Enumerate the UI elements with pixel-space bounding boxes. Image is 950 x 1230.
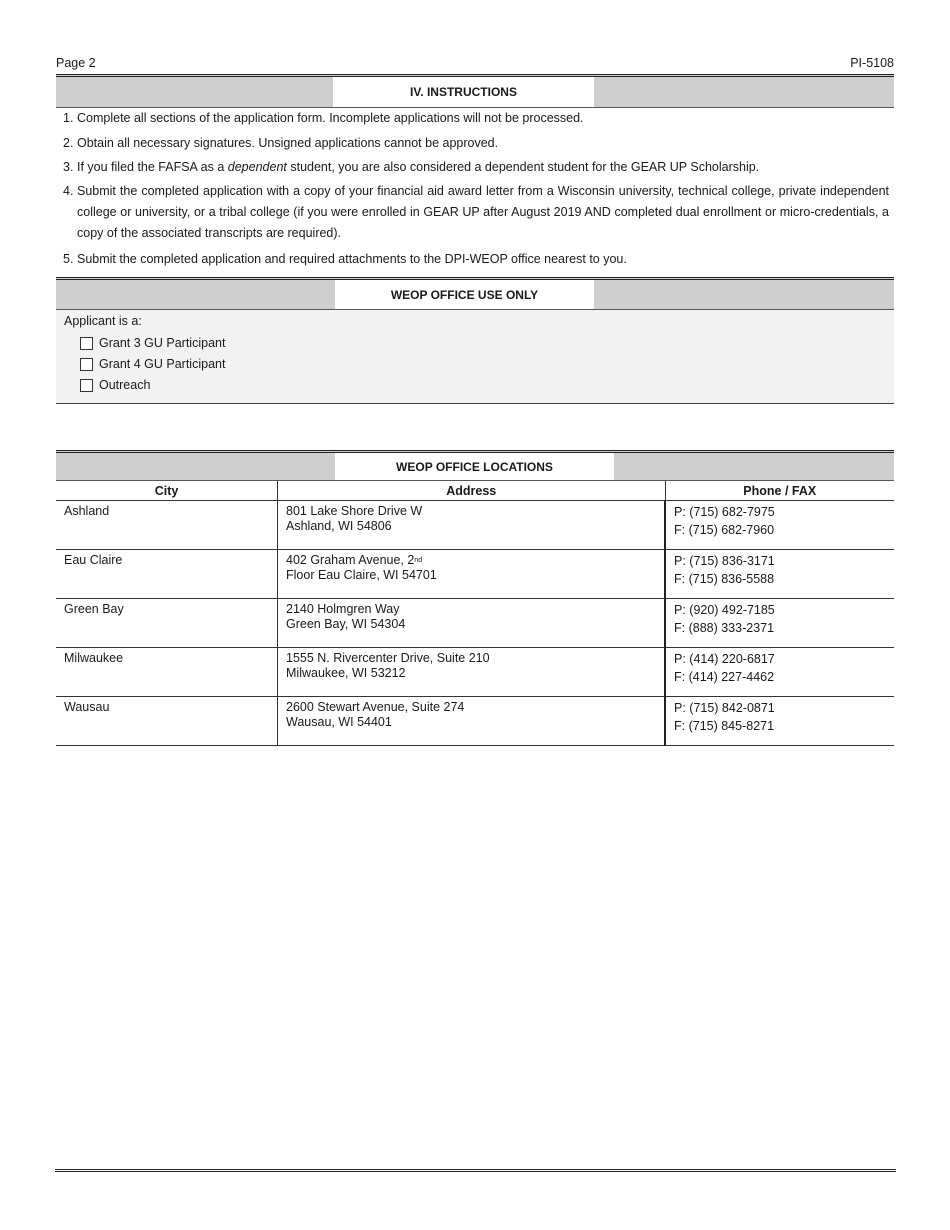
office-use-title: WEOP OFFICE USE ONLY (335, 280, 594, 309)
instruction-item-4: 4. Submit the completed application with a copy of your financial aid award letter from a Wisconsin university, technical college, private independent college or university, or a tribal college (if you were enrolled in GEAR UP after August 2019 AND completed dual enrollment or micro-credentials, a copy of the associated transcripts are required). (63, 184, 889, 240)
instructions-header-bar (56, 74, 894, 108)
phone-cell: P: (920) 492-7185 F: (888) 333-2371 (665, 599, 894, 648)
table-row (56, 550, 894, 599)
column-header-phone: Phone / FAX (665, 481, 894, 501)
address-cell: 2600 Stewart Avenue, Suite 274 Wausau, WI 54401 (278, 697, 666, 746)
phone-cell: P: (715) 682-7975 F: (715) 682-7960 (665, 501, 894, 550)
instructions-title: IV. INSTRUCTIONS (333, 77, 594, 107)
phone-cell: P: (715) 836-3171 F: (715) 836-5588 (665, 550, 894, 599)
form-id: PI-5108 (850, 56, 894, 70)
grant-4-checkbox[interactable] (80, 358, 93, 371)
city-cell: Wausau (56, 697, 278, 746)
phone-cell: P: (414) 220-6817 F: (414) 227-4462 (665, 648, 894, 697)
outreach-checkbox[interactable] (80, 379, 93, 392)
office-use-box (56, 310, 894, 404)
phone-cell: P: (715) 842-0871 F: (715) 845-8271 (665, 697, 894, 746)
column-header-city: City (56, 481, 278, 501)
address-cell: 402 Graham Avenue, 2nd Floor Eau Claire, WI 54701 (278, 550, 666, 599)
page-number: Page 2 (56, 56, 96, 70)
instruction-item-5: 5. Submit the completed application and required attachments to the DPI-WEOP office nearest to you. (63, 252, 627, 266)
option-grant-4[interactable]: Grant 4 GU Participant (80, 355, 225, 373)
city-cell: Ashland (56, 501, 278, 550)
page-header (56, 56, 894, 72)
footer-divider (55, 1169, 896, 1172)
city-cell: Green Bay (56, 599, 278, 648)
city-cell: Milwaukee (56, 648, 278, 697)
instruction-item-1: 1. Complete all sections of the application form. Incomplete applications will not be processed. (63, 111, 584, 125)
grant-3-checkbox[interactable] (80, 337, 93, 350)
column-header-address: Address (278, 481, 666, 501)
table-row (56, 501, 894, 550)
table-header-row (56, 481, 894, 501)
option-grant-3[interactable]: Grant 3 GU Participant (80, 334, 225, 352)
table-row (56, 697, 894, 746)
address-cell: 1555 N. Rivercenter Drive, Suite 210 Milwaukee, WI 53212 (278, 648, 666, 697)
instruction-item-3: 3. If you filed the FAFSA as a dependent student, you are also considered a dependent student for the GEAR UP Scholarship. (63, 160, 760, 174)
locations-header-bar (56, 450, 894, 481)
applicant-type-label: Applicant is a: (64, 314, 142, 328)
table-row (56, 599, 894, 648)
office-use-header-bar (56, 277, 894, 310)
address-cell: 801 Lake Shore Drive W Ashland, WI 54806 (278, 501, 666, 550)
option-outreach[interactable]: Outreach (80, 376, 150, 394)
instruction-item-2: 2. Obtain all necessary signatures. Unsigned applications cannot be approved. (63, 136, 499, 150)
table-row (56, 648, 894, 697)
locations-table (56, 481, 894, 746)
address-cell: 2140 Holmgren Way Green Bay, WI 54304 (278, 599, 666, 648)
locations-title: WEOP OFFICE LOCATIONS (335, 453, 614, 480)
city-cell: Eau Claire (56, 550, 278, 599)
